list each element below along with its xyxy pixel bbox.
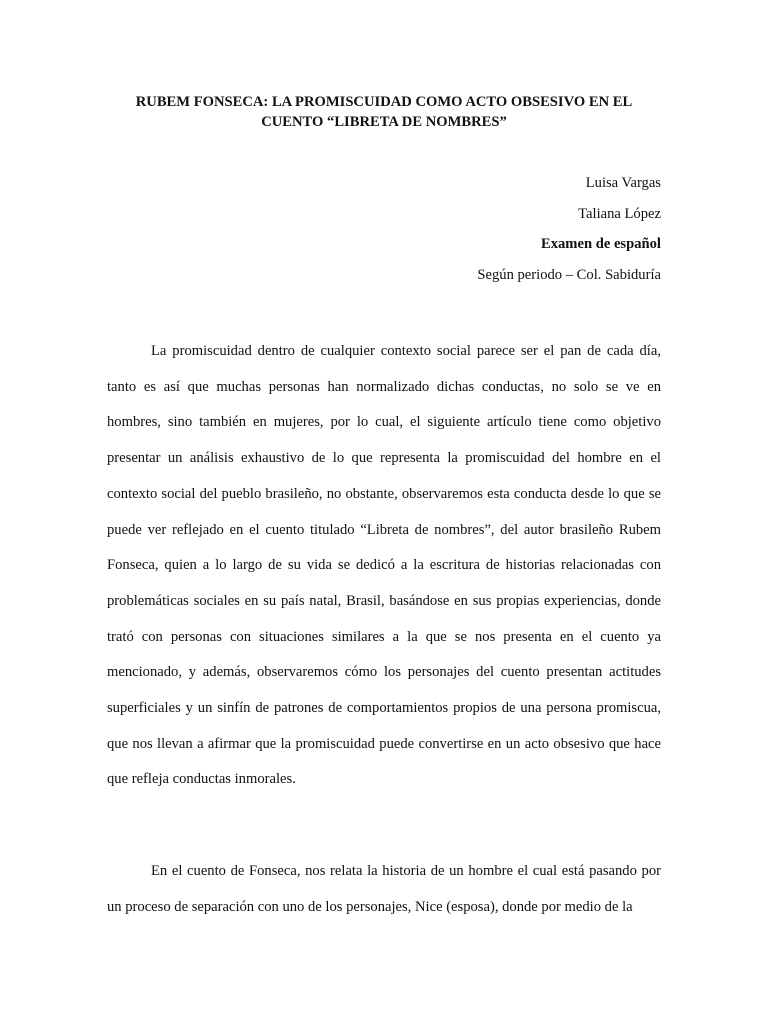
author-name: Taliana López: [578, 205, 661, 222]
body-paragraph: En el cuento de Fonseca, nos relata la historia de un hombre el cual está pasando por un proceso de separación con uno de los personajes, Nice (esposa), donde por medio de la: [107, 863, 661, 915]
author-block: [107, 172, 661, 294]
course-name: Examen de español: [540, 236, 661, 253]
body-paragraph: La promiscuidad dentro de cualquier contexto social parece ser el pan de cada día, tanto es así que muchas personas han normalizado dichas conductas, no solo se ve en hombres, sino también en mujeres, por lo cual, el siguiente artículo tiene como objetivo presentar un análisis exhaustivo de lo que representa la promiscuidad del hombre en el contexto social del pueblo brasileño, no obstante, observaremos esta conducta desde lo que se puede ver reflejado en el cuento titulado “Libreta de nombres”, del autor brasileño Rubem Fonseca, quien a lo largo de su vida se dedicó a la escritura de historias relacionadas con problemáticas sociales en su país natal, Brasil, basándose en sus propias experiencias, donde trató con personas con situaciones similares a la que se nos presenta en el cuento ya mencionado, y además, observaremos cómo los personajes del cuento presentan actitudes superficiales y un sinfín de patrones de comportamientos propios de una persona promiscua, que nos llevan a afirmar que la promiscuidad puede convertirse en un acto obsesivo que hace que refleja conductas inmorales.: [107, 343, 661, 788]
author-name: Luisa Vargas: [585, 175, 661, 191]
document-title: RUBEM FONSECA: LA PROMISCUIDAD COMO ACTO OBSESIVO EN EL CUENTO “LIBRETA DE NOMBRES”: [135, 94, 633, 130]
period-label: Según periodo – Col. Sabiduría: [477, 266, 661, 283]
